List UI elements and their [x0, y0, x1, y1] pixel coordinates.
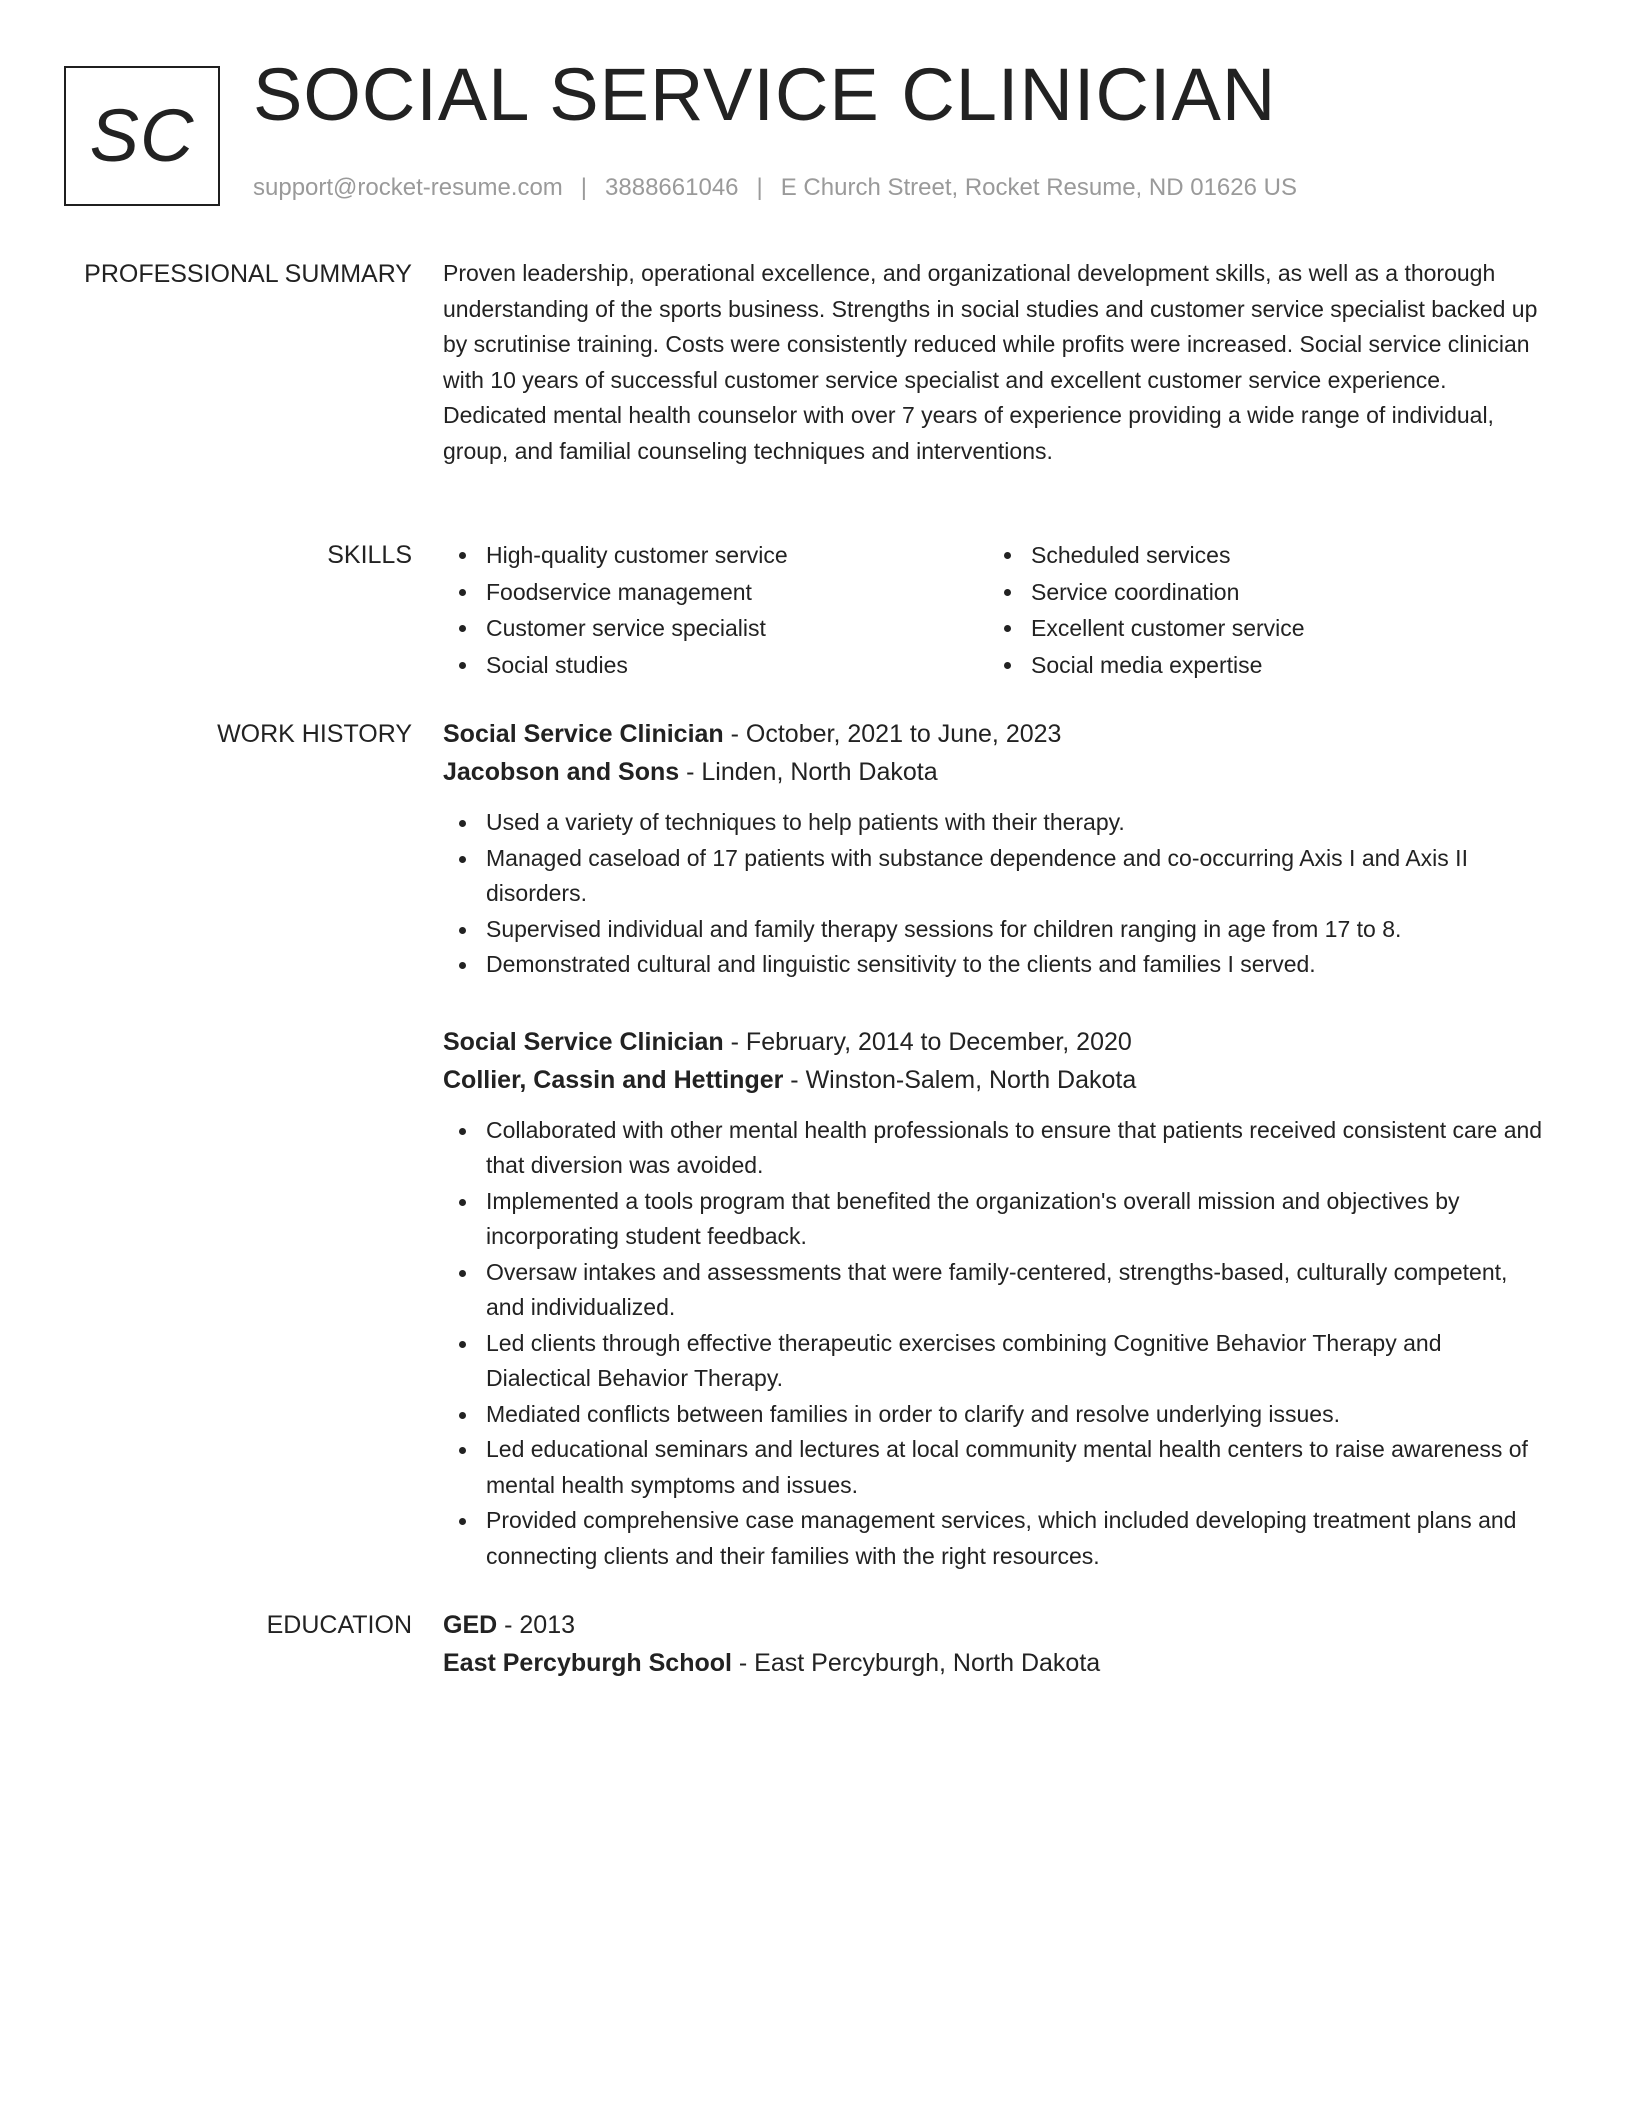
summary-heading: PROFESSIONAL SUMMARY	[84, 260, 412, 288]
job-bullet: Demonstrated cultural and linguistic sensitivity to the clients and families I served.	[443, 947, 1543, 983]
skill-item: Excellent customer service	[988, 610, 1533, 647]
job-location: - Linden, North Dakota	[679, 758, 938, 786]
job-title-line	[443, 1023, 1543, 1061]
job-bullet: Implemented a tools program that benefited the organization's overall mission and objectives by incorporating student feedback.	[443, 1184, 1543, 1255]
job-bullet: Supervised individual and family therapy sessions for children ranging in age from 17 to 8.	[443, 912, 1543, 948]
job-entry	[443, 1023, 1543, 1575]
job-company: Jacobson and Sons	[443, 758, 680, 786]
education-degree: GED	[443, 1611, 498, 1639]
job-bullet: Led educational seminars and lectures at local community mental health centers to raise awareness of mental health symptoms and issues.	[443, 1432, 1543, 1503]
job-dates: - October, 2021 to June, 2023	[723, 720, 1062, 748]
job-title: Social Service Clinician	[443, 720, 724, 748]
work-history-body	[443, 715, 1543, 1614]
job-company-line	[443, 1061, 1543, 1099]
education-degree-line	[443, 1606, 1543, 1644]
job-bullet: Led clients through effective therapeutic exercises combining Cognitive Behavior Therapy and Dialectical Behavior Therapy.	[443, 1326, 1543, 1397]
education-school-line	[443, 1644, 1543, 1682]
contact-line	[253, 174, 1297, 202]
work-history-heading: WORK HISTORY	[217, 720, 412, 748]
resume-name: SOCIAL SERVICE CLINICIAN	[253, 53, 1277, 136]
job-title: Social Service Clinician	[443, 1027, 724, 1056]
contact-address: E Church Street, Rocket Resume, ND 01626 US	[780, 174, 1297, 201]
job-bullets	[443, 805, 1543, 983]
job-bullet: Mediated conflicts between families in order to clarify and resolve underlying issues.	[443, 1397, 1543, 1433]
education-year: - 2013	[497, 1611, 576, 1639]
contact-phone[interactable]: 3888661046	[605, 174, 739, 201]
job-bullet: Used a variety of techniques to help patients with their therapy.	[443, 805, 1543, 841]
job-bullet: Managed caseload of 17 patients with substance dependence and co-occurring Axis I and Axis II disorders.	[443, 841, 1543, 912]
job-company: Collier, Cassin and Hettinger	[443, 1065, 784, 1094]
monogram-initials: SC	[89, 94, 195, 177]
skills-heading: SKILLS	[327, 541, 412, 569]
skills-list-right	[988, 537, 1533, 683]
monogram-box	[64, 66, 220, 206]
job-location: - Winston-Salem, North Dakota	[783, 1065, 1137, 1094]
education-school: East Percyburgh School	[443, 1649, 732, 1677]
summary-text: Proven leadership, operational excellence, and organizational development skills, as well as a thorough understanding of the sports business. Strengths in social studies and customer service specialist backed up by scrutinise training. Costs were consistently reduced while profits were increased. Social service clinician with 10 years of successful customer service specialist and excellent customer service experience. Dedicated mental health counselor with over 7 years of experience providing a wide range of individual, group, and familial counseling techniques and interventions.	[443, 260, 1538, 464]
skill-item: Service coordination	[988, 574, 1533, 611]
education-location: - East Percyburgh, North Dakota	[731, 1649, 1101, 1677]
job-bullet: Oversaw intakes and assessments that were family-centered, strengths-based, culturally competent, and individualized.	[443, 1255, 1543, 1326]
job-bullet: Collaborated with other mental health professionals to ensure that patients received consistent care and that diversion was avoided.	[443, 1113, 1543, 1184]
job-entry	[443, 715, 1543, 983]
contact-separator: |	[580, 174, 588, 201]
contact-separator: |	[756, 174, 763, 201]
education-body	[443, 1606, 1543, 1682]
skills-list-left	[443, 537, 988, 683]
contact-email[interactable]: support@rocket-resume.com	[253, 174, 563, 201]
education-heading: EDUCATION	[266, 1611, 412, 1639]
job-bullets	[443, 1113, 1543, 1575]
skill-item: Foodservice management	[443, 574, 988, 611]
summary-body	[443, 256, 1543, 469]
skills-columns	[443, 537, 1543, 683]
job-bullet: Provided comprehensive case management services, which included developing treatment plans and connecting clients and their families with the right resources.	[443, 1503, 1543, 1574]
skill-item: Customer service specialist	[443, 610, 988, 647]
job-dates: - February, 2014 to December, 2020	[723, 1027, 1132, 1056]
skill-item: Social media expertise	[988, 647, 1533, 684]
skill-item: Scheduled services	[988, 537, 1533, 574]
job-company-line	[443, 753, 1543, 791]
job-title-line	[443, 715, 1543, 753]
skill-item: Social studies	[443, 647, 988, 684]
skill-item: High-quality customer service	[443, 537, 988, 574]
